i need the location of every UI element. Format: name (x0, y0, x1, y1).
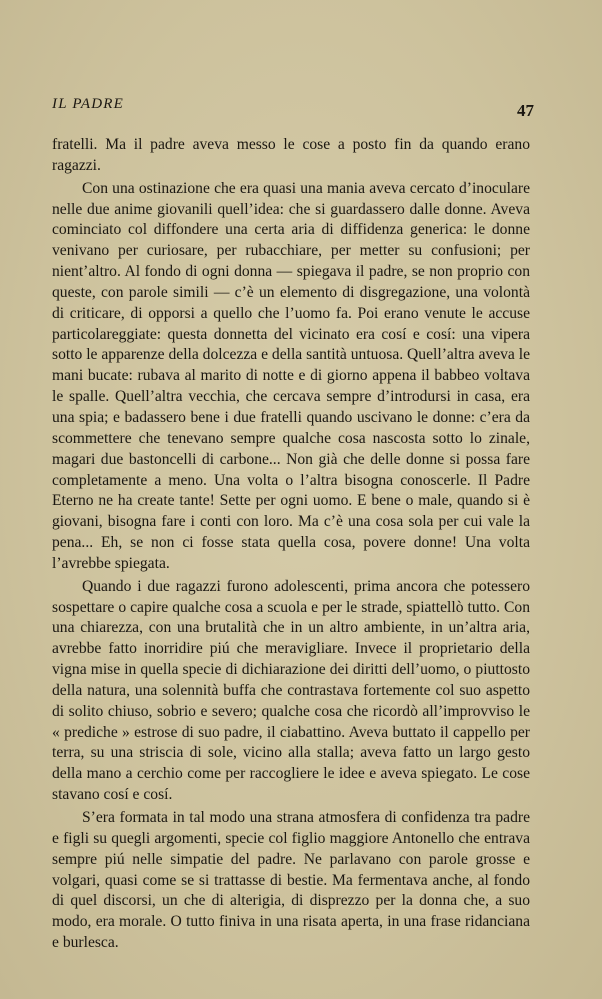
paragraph: Quando i due ragazzi furono adolescenti, prima ancora che potessero sospettare o capire qualche cosa a scuola e per le strade, spiattellò tutto. Con una chiarezza, con una brutalità che in un altro ambiente, in un’altra aria, avrebbe fatto inorridire piú che meravigliare. Invece il proprietario della vigna mise in quella specie di dichiarazione dei diritti dell’uomo, o piuttosto della natura, una solennità buffa che contrastava fortemente col suo aspetto di solito chiuso, sobrio e severo; qualche cosa che ricordò all’improvviso le « prediche » estrose di suo padre, il ciabattino. Aveva buttato il cappello per terra, su una striscia di sole, vicino alla stalla; aveva fatto un largo gesto della mano a cerchio come per raccogliere le idee e aveva spiegato. Le cose stavano cosí e cosí. (52, 577, 530, 804)
running-head: IL PADRE (52, 96, 124, 112)
paragraph-continued: fratelli. Ma il padre aveva messo le cose a posto fin da quando erano ragazzi. (52, 136, 530, 174)
paragraph: S’era formata in tal modo una strana atmosfera di confidenza tra padre e figli su quegli argomenti, specie col figlio maggiore Antonello che entrava sempre piú nelle simpatie del padre. Ne parlavano con parole grosse e volgari, quasi come se si trattasse di bestie. Ma fermentava anche, al fondo di quel discorsi, un che di alterigia, di disprezzo per la donna che, a suo modo, era morale. O tutto finiva in una risata aperta, in una frase ridanciana e burlesca. (52, 809, 530, 952)
page-number: 47 (517, 101, 534, 120)
paragraph: Con una ostinazione che era quasi una mania aveva cercato d’inoculare nelle due anime giovanili quell’idea: che si guardassero dalle donne. Aveva cominciato col diffondere una certa aria di diffidenza generica: le donne venivano per curiosare, per rubacchiare, per metter su confusioni; per nient’altro. Al fondo di ogni donna — spiegava il padre, se non proprio con queste, con parole simili — c’è un elemento di disgregazione, una volontà di criticare, di opporsi a quello che l’uomo fa. Poi erano venute le accuse particolareggiate: questa donnetta del vicinato era cosí e cosí: una vipera sotto le apparenze della dolcezza e della santità untuosa. Quell’altra aveva le mani bucate: rubava al marito di notte e di giorno appena il babbeo voltava le spalle. Quell’altra vecchia, che cercava sempre d’introdursi in casa, era una spia; e badassero bene i due fratelli quando uscivano le donne: c’era da scommettere che tenevano sempre qualche cosa nascosta sotto lo zinale, magari due bastoncelli di carbone... Non già che delle donne si possa fare completamente a meno. Una volta o l’altra bisogna conoscerle. Il Padre Eterno ne ha create tante! Sette per ogni uomo. E bene o male, quando si è giovani, bisogna fare i conti con loro. Ma c’è una cosa sola per cui vale la pena... Eh, se non ci fosse stata quella cosa, povere donne! Una volta l’avrebbe spiegata. (52, 179, 530, 572)
body-text (52, 135, 530, 954)
